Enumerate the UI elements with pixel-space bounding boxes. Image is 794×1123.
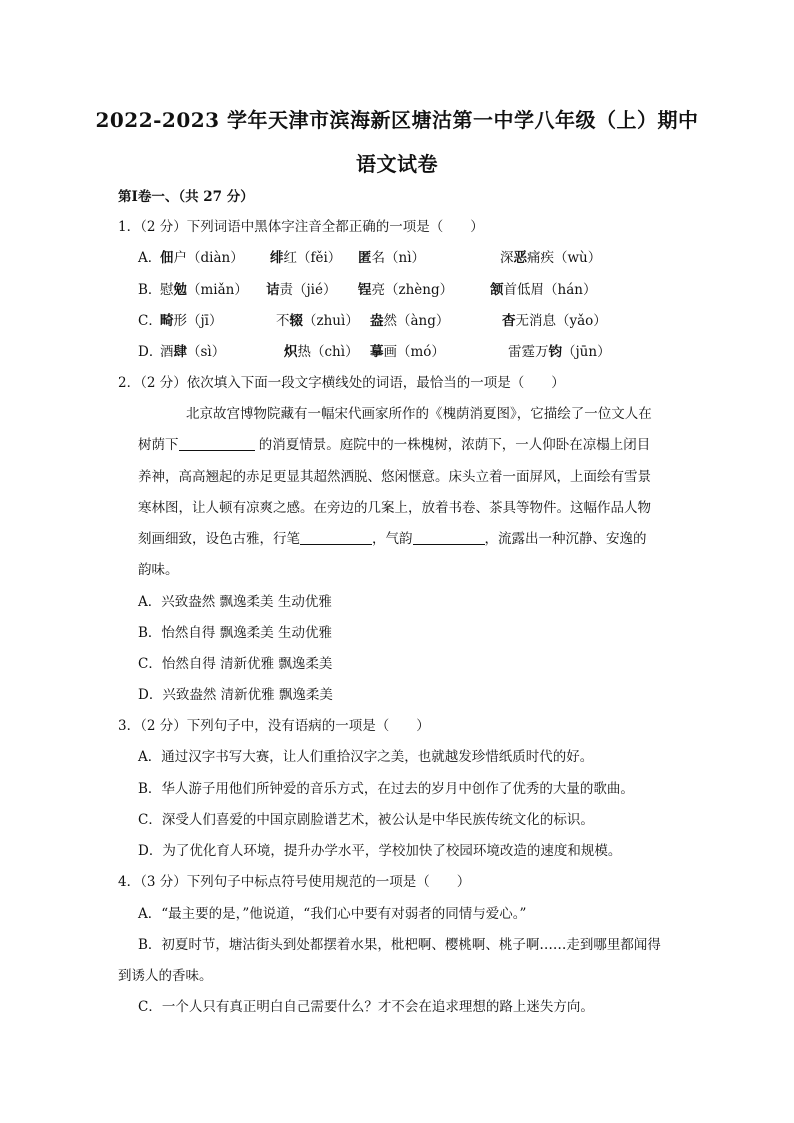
q1-b-item-3: 锃亮（zhèng） xyxy=(358,282,454,298)
option-label: A． xyxy=(138,250,162,266)
q1-b-item-2: 诘责（jié） xyxy=(266,282,337,298)
q1-c-item-2: 不辍（zhuì） xyxy=(276,313,359,329)
q4-option-c: C．一个人只有真正明白自己需要什么？才不会在追求理想的路上迷失方向。 xyxy=(138,999,594,1015)
q1-a-item-3: 匿名（nì） xyxy=(358,250,426,266)
q4-option-b-line-1: B．初夏时节，塘沽街头到处都摆着水果，枇杷啊、樱桃啊、桃子啊……走到哪里都闻得 xyxy=(138,937,661,953)
exam-title-line-2: 语文试卷 xyxy=(356,152,438,176)
q2-option-c: C．怡然自得 清新优雅 飘逸柔美 xyxy=(138,656,333,672)
section-heading: 第Ⅰ卷一、（共 27 分） xyxy=(118,189,254,205)
q1-c-item-3: 盎然（àng） xyxy=(370,313,450,329)
q2-option-b: B．怡然自得 飘逸柔美 生动优雅 xyxy=(138,625,333,641)
q3-option-a: A．通过汉字书写大赛，让人们重拾汉字之美，也就越发珍惜纸质时代的好。 xyxy=(138,749,594,765)
q3-option-d: D．为了优化育人环境，提升办学水平，学校加快了校园环境改造的速度和规模。 xyxy=(138,843,622,859)
q1-d-item-1: 酒肆（sì） xyxy=(160,344,226,360)
option-label: B． xyxy=(138,282,162,298)
q2-option-a: A．兴致盎然 飘逸柔美 生动优雅 xyxy=(138,594,332,610)
q4-option-a: A．“最主要的是，”他说道，“我们心中要有对弱者的同情与爱心。” xyxy=(138,906,527,922)
fill-blank-1[interactable] xyxy=(179,436,255,451)
q1-a-item-4: 深恶痛疾（wù） xyxy=(500,250,602,266)
q1-d-item-4: 雷霆万钧（jūn） xyxy=(508,344,611,360)
q1-a-item-1: 佃户（diàn） xyxy=(160,250,244,266)
q4-stem: 4．（3 分）下列句子中标点符号使用规范的一项是（ ） xyxy=(118,874,471,890)
q1-d-item-3: 摹画（mó） xyxy=(370,344,445,360)
option-label: D． xyxy=(138,344,163,360)
fill-blank-3[interactable] xyxy=(413,530,485,545)
q1-d-item-2: 炽热（chì） xyxy=(284,344,359,360)
q3-stem: 3．（2 分）下列句子中，没有语病的一项是（ ） xyxy=(118,718,430,734)
exam-title-line-1: 2022-2023 学年天津市滨海新区塘沽第一中学八年级（上）期中 xyxy=(95,108,699,132)
q4-option-b-line-2: 到诱人的香味。 xyxy=(118,968,213,984)
q1-b-item-1: 慰勉（miǎn） xyxy=(160,282,248,298)
q3-option-b: B．华人游子用他们所钟爱的音乐方式，在过去的岁月中创作了优秀的大量的歌曲。 xyxy=(138,781,634,797)
fill-blank-2[interactable] xyxy=(300,530,372,545)
q2-stem: 2．（2 分）依次填入下面一段文字横线处的词语，最恰当的一项是（ ） xyxy=(118,375,565,391)
q1-c-item-4: 杳无消息（yǎo） xyxy=(502,313,607,329)
q2-passage-line-5: 刻画细致，设色古雅，行笔 ，气韵 ，流露出一种沉静、安逸的 xyxy=(138,531,647,547)
q2-passage-line-4: 寒林图，让人顿有凉爽之感。在旁边的几案上，放着书卷、茶具等物件。这幅作品人物 xyxy=(138,500,651,516)
q2-passage-line-2: 树荫下 的消夏情景。庭院中的一株槐树，浓荫下，一人仰卧在凉榻上闭目 xyxy=(138,437,651,453)
q1-c-item-1: 畸形（jī） xyxy=(160,313,223,329)
q1-a-item-2: 绯红（fěi） xyxy=(270,250,342,266)
q2-passage-line-3: 养神，高高翘起的赤足更显其超然洒脱、悠闲惬意。床头立着一面屏风，上面绘有雪景 xyxy=(138,469,651,485)
q1-b-item-4: 颔首低眉（hán） xyxy=(490,282,597,298)
q1-stem: 1．（2 分）下列词语中黑体字注音全都正确的一项是（ ） xyxy=(118,219,484,235)
option-label: C． xyxy=(138,313,162,329)
q2-passage-line-6: 韵味。 xyxy=(138,562,179,578)
q2-option-d: D．兴致盎然 清新优雅 飘逸柔美 xyxy=(138,687,333,703)
q2-passage-line-1: 北京故宫博物院藏有一幅宋代画家所作的《槐荫消夏图》，它描绘了一位文人在 xyxy=(186,406,652,422)
q3-option-c: C．深受人们喜爱的中国京剧脸谱艺术，被公认是中华民族传统文化的标识。 xyxy=(138,812,594,828)
